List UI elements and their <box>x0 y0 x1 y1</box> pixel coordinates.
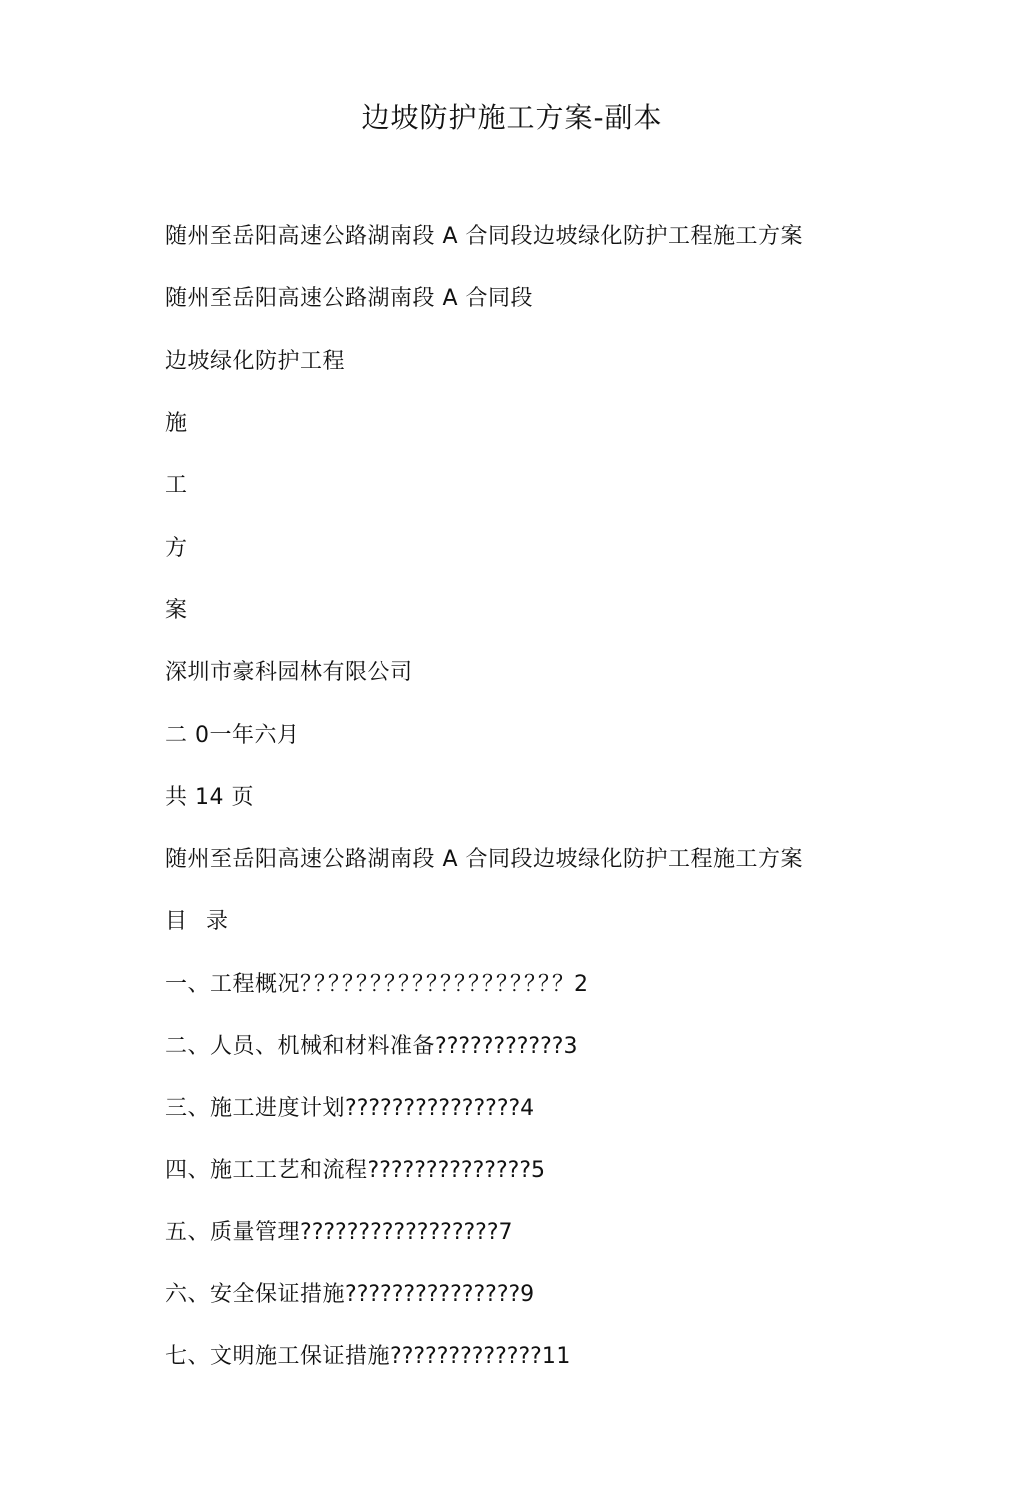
toc-item-label: 六、安全保证措施 <box>165 1282 346 1307</box>
cover-vertical-char: 案 <box>165 598 188 623</box>
toc-item-leader: ??????????????? <box>345 1096 521 1121</box>
toc-item-page: 2 <box>574 972 589 997</box>
toc-item <box>165 1280 535 1310</box>
cover-vertical-char: 工 <box>165 473 188 498</box>
document-title: 边坡防护施工方案-副本 <box>361 101 663 134</box>
cover-company: 深圳市豪科园林有限公司 <box>165 660 413 685</box>
toc-item-leader: ？？？？？？？？？？？？？？？？？？？ <box>300 972 567 997</box>
toc-item <box>165 970 589 1000</box>
toc-item-leader: ??????????????? <box>345 1282 521 1307</box>
toc-item <box>165 1342 571 1372</box>
toc-item-label: 七、文明施工保证措施 <box>165 1344 391 1369</box>
cover-vertical-char: 施 <box>165 411 188 436</box>
toc-item-label: 二、人员、机械和材料准备 <box>165 1034 436 1059</box>
toc-item-label: 五、质量管理 <box>165 1220 301 1245</box>
cover-vertical-char: 方 <box>165 536 188 561</box>
toc-item-leader: ?????????????? <box>367 1158 531 1183</box>
toc-item <box>165 1032 578 1062</box>
header-repeat: 随州至岳阳高速公路湖南段 A 合同段边坡绿化防护工程施工方案 <box>165 847 804 872</box>
toc-item-page: 11 <box>541 1344 571 1369</box>
cover-project-line2: 边坡绿化防护工程 <box>165 349 346 374</box>
toc-item <box>165 1156 546 1186</box>
toc-item-page: 3 <box>563 1034 578 1059</box>
cover-project-full: 随州至岳阳高速公路湖南段 A 合同段边坡绿化防护工程施工方案 <box>165 224 804 249</box>
toc-item-page: 7 <box>498 1220 514 1245</box>
toc-item-page: 4 <box>520 1096 535 1121</box>
toc-item-label: 一、工程概况 <box>165 972 301 997</box>
toc-item-label: 四、施工工艺和流程 <box>165 1158 368 1183</box>
cover-pages-total: 共 14 页 <box>165 785 254 810</box>
toc-heading: 目 录 <box>165 909 234 934</box>
toc-item-leader: ????????????????? <box>300 1220 499 1245</box>
cover-date: 二 0一年六月 <box>165 723 300 748</box>
toc-item <box>165 1094 535 1124</box>
cover-project-line1: 随州至岳阳高速公路湖南段 A 合同段 <box>165 286 534 311</box>
toc-item-leader: ??????????? <box>435 1034 564 1059</box>
toc-item <box>165 1218 513 1248</box>
toc-item-page: 9 <box>520 1282 535 1307</box>
toc-item-page: 5 <box>531 1158 546 1183</box>
toc-item-label: 三、施工进度计划 <box>165 1096 346 1121</box>
toc-item-leader: ????????????? <box>390 1344 542 1369</box>
